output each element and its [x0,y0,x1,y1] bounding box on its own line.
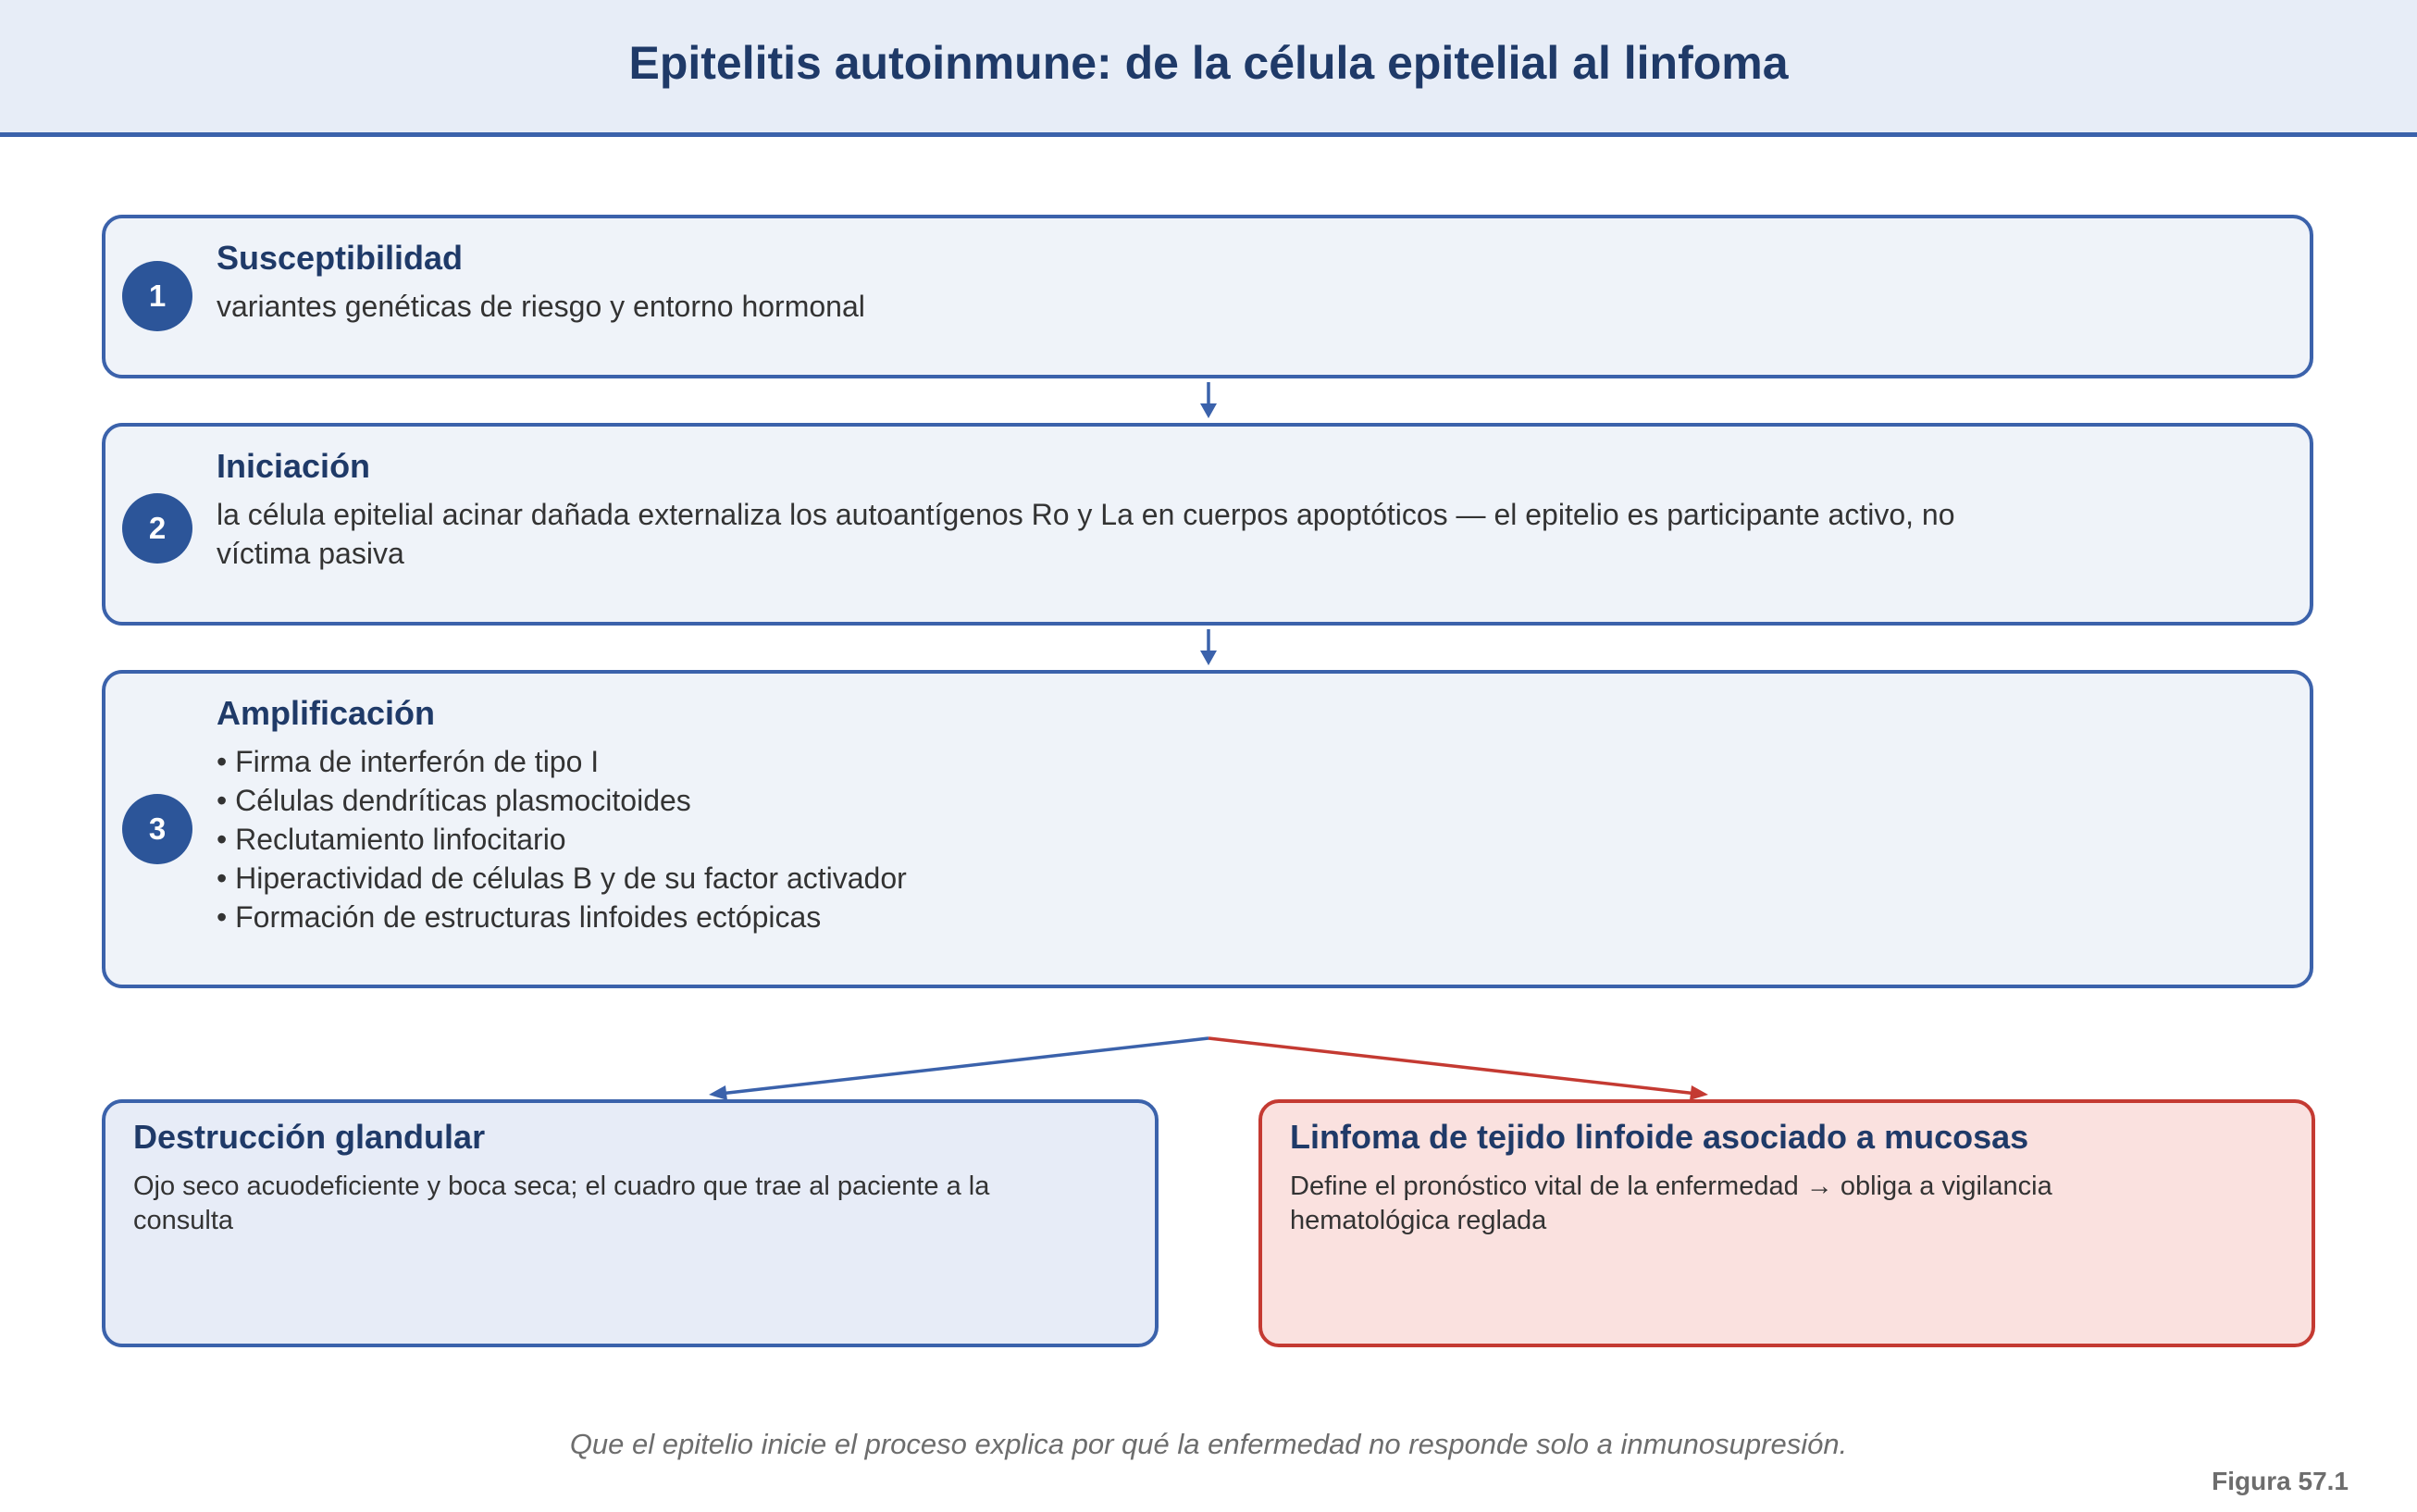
list-item: • Células dendríticas plasmocitoides [217,781,907,820]
list-item: • Formación de estructuras linfoides ectópicas [217,898,907,936]
list-item: • Firma de interferón de tipo I [217,742,907,781]
outcome-title: Destrucción glandular [133,1118,486,1156]
outcome-title: Linfoma de tejido linfoide asociado a mucosas [1290,1118,2029,1156]
outcome-glandular-destruction [102,1099,1159,1347]
stage-title: Amplificación [217,694,436,732]
stage-initiation [102,423,2313,626]
step-badge: 3 [122,794,192,864]
arrow-to-lymphoma [1208,1038,1708,1100]
list-item: • Hiperactividad de células B y de su factor activador [217,859,907,898]
outcome-description: Define el pronóstico vital de la enfermedad → obliga a vigilancia hematológica reglada [1290,1171,2052,1235]
arrow-to-destruction [709,1038,1208,1100]
footer-note: Que el epitelio inicie el proceso explica por qué la enfermedad no responde solo a inmunosupresión. [569,1428,1848,1460]
outcome-description: Ojo seco acuodeficiente y boca seca; el cuadro que trae al paciente a la consulta [133,1171,990,1235]
stage-susceptibility [102,215,2313,378]
amplification-list [217,742,907,936]
step-badge: 1 [122,261,192,331]
stage-title: Susceptibilidad [217,239,464,277]
stage-title: Iniciación [217,447,371,485]
step-badge: 2 [122,493,192,564]
arrow-stage2-to-stage3 [1200,629,1217,665]
list-item: • Reclutamiento linfocitario [217,820,907,859]
diagram-title: Epitelitis autoinmune: de la célula epitelial al linfoma [628,36,1789,89]
stage-amplification [102,670,2313,988]
arrow-stage1-to-stage2 [1200,382,1217,418]
figure-label: Figura 57.1 [2212,1467,2349,1495]
outcome-malt-lymphoma [1258,1099,2315,1347]
stage-description: la célula epitelial acinar dañada externaliza los autoantígenos Ro y La en cuerpos apoptóticos — el epitelio es participante activo, no víctima pasiva [217,498,1955,570]
stage-description: variantes genéticas de riesgo y entorno hormonal [217,290,865,323]
